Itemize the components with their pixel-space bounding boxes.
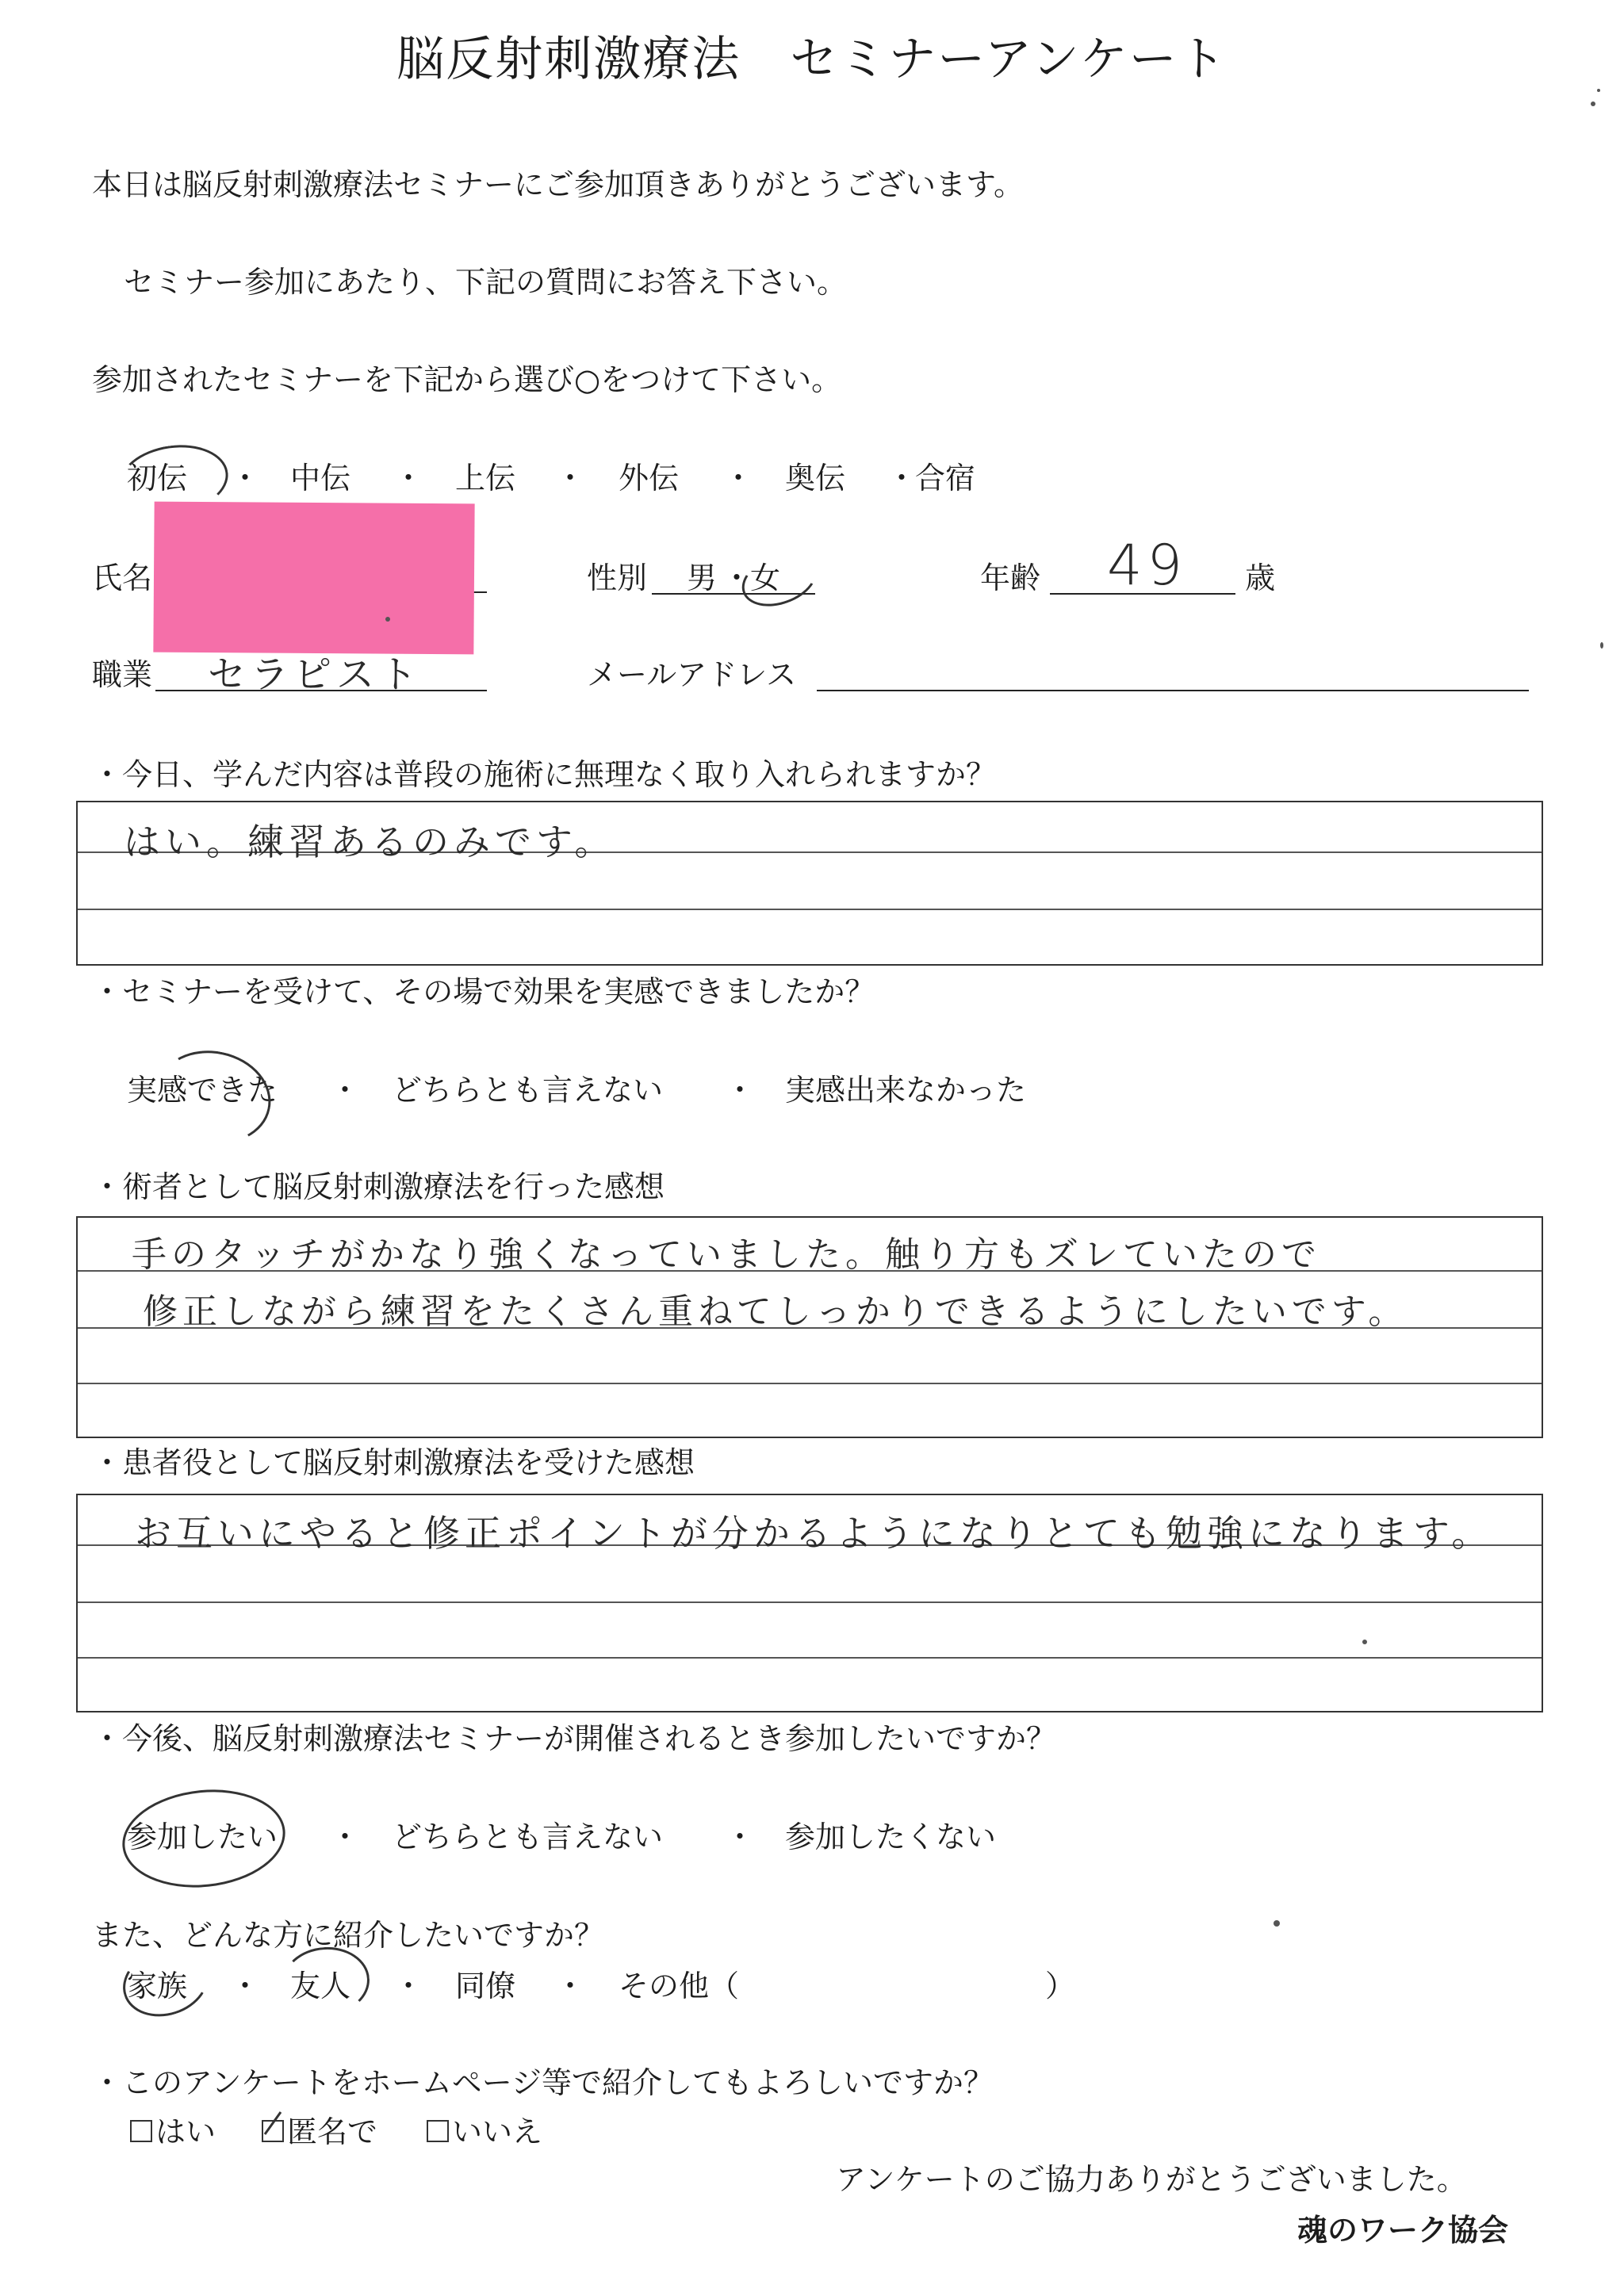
check-mark-icon — [262, 2110, 285, 2137]
seminar-separator: ・ — [887, 461, 917, 496]
answer-rule — [78, 1601, 1542, 1603]
option-separator: ・ — [393, 1969, 424, 2003]
answer-1-line-1: はい。練習あるのみです。 — [124, 821, 616, 863]
seminar-option-shoden[interactable]: 初伝 — [127, 461, 188, 496]
option-separator: ・ — [555, 1969, 586, 2003]
answer-rule — [78, 1657, 1542, 1659]
question-5: ・今後、脳反射刺激療法セミナーが開催されるとき参加したいですか？ — [92, 1721, 1057, 1756]
checkbox-no[interactable] — [427, 2120, 449, 2142]
question-6: また、どんな方に紹介したいですか？ — [92, 1918, 605, 1953]
refer-option-other[interactable]: その他（ — [619, 1969, 740, 2003]
question-4: ・患者役として脳反射刺激療法を受けた感想 — [92, 1445, 695, 1480]
name-label: 氏名 — [92, 561, 153, 595]
age-label: 年齢 — [980, 561, 1041, 595]
gender-label: 性別 — [587, 561, 648, 595]
age-field-underline — [1050, 593, 1235, 595]
consent-option-anonymous: 匿名で — [287, 2114, 378, 2149]
seminar-option-joden[interactable]: 上伝 — [455, 461, 516, 496]
email-label: メールアドレス — [587, 657, 797, 692]
intro-line-3: 参加されたセミナーを下記から選び○をつけて下さい。 — [92, 362, 842, 397]
seminar-option-chuden[interactable]: 中伝 — [290, 461, 351, 496]
scan-speck — [1600, 642, 1603, 649]
scan-speck — [1597, 89, 1600, 92]
question-2: ・セミナーを受けて、その場で効果を実感できましたか？ — [92, 974, 875, 1009]
answer-rule — [78, 1383, 1542, 1384]
seminar-separator: ・ — [555, 461, 586, 496]
attend-option-no[interactable]: 参加したくない — [785, 1820, 997, 1854]
age-unit: 歳 — [1245, 561, 1276, 595]
email-field-underline[interactable] — [817, 690, 1529, 691]
selection-circle-mark — [280, 1944, 372, 2018]
refer-option-colleague[interactable]: 同僚 — [455, 1969, 516, 2003]
seminar-separator: ・ — [393, 461, 424, 496]
option-separator: ・ — [230, 1969, 261, 2003]
gender-option-female[interactable]: 女 — [750, 561, 781, 595]
answer-3-line-2: 修正しながら練習をたくさん重ねてしっかりできるようにしたいです。 — [143, 1292, 1408, 1332]
gender-option-male[interactable]: 男 — [687, 561, 718, 595]
scan-speck — [1274, 1920, 1280, 1927]
organization-name: 魂のワーク協会 — [1297, 2213, 1509, 2248]
form-title: 脳反射刺激療法 セミナーアンケート — [396, 32, 1228, 87]
attend-option-yes[interactable]: 参加したい — [127, 1820, 278, 1854]
option-separator: ・ — [725, 1073, 756, 1108]
answer-4-line-1: お互いにやると修正ポイントが分かるようになりとても勉強になります。 — [135, 1512, 1493, 1555]
selection-circle-mark — [117, 1782, 290, 1896]
checkbox-anonymous[interactable] — [262, 2120, 284, 2142]
scan-speck — [1362, 1640, 1367, 1644]
answer-rule — [78, 909, 1542, 910]
occupation-label: 職業 — [92, 657, 153, 692]
consent-option-no: いいえ — [452, 2114, 543, 2149]
attend-option-neutral[interactable]: どちらとも言えない — [392, 1820, 664, 1854]
consent-option-yes: はい — [155, 2114, 216, 2149]
selection-circle-mark — [734, 543, 824, 616]
question-7: ・このアンケートをホームページ等で紹介してもよろしいですか？ — [92, 2065, 994, 2100]
gender-separator: ・ — [722, 561, 753, 595]
seminar-option-okuden[interactable]: 奥伝 — [785, 461, 846, 496]
occupation-field-underline — [155, 690, 487, 691]
effect-option-not-felt[interactable]: 実感出来なかった — [785, 1073, 1027, 1108]
scan-speck — [1591, 101, 1595, 106]
scan-speck — [385, 617, 390, 622]
occupation-value[interactable]: セラピスト — [208, 652, 423, 697]
intro-line-1: 本日は脳反射刺激療法セミナーにご参加頂きありがとうございます。 — [92, 167, 1024, 202]
seminar-separator: ・ — [723, 461, 754, 496]
seminar-separator: ・ — [230, 461, 261, 496]
option-separator: ・ — [330, 1073, 361, 1108]
selection-circle-mark — [147, 1040, 280, 1154]
effect-option-neutral[interactable]: どちらとも言えない — [392, 1073, 664, 1108]
seminar-option-gaiden[interactable]: 外伝 — [619, 461, 680, 496]
closing-thanks: アンケートのご協力ありがとうございました。 — [836, 2162, 1467, 2197]
option-separator: ・ — [725, 1820, 756, 1854]
other-field[interactable] — [761, 2001, 1039, 2003]
intro-line-2: セミナー参加にあたり、下記の質問にお答え下さい。 — [124, 265, 848, 300]
refer-option-family[interactable]: 家族 — [127, 1969, 188, 2003]
refer-option-friend[interactable]: 友人 — [290, 1969, 351, 2003]
age-value[interactable]: 49 — [1107, 533, 1188, 598]
other-close-paren: ） — [1045, 1969, 1076, 2003]
checkbox-yes[interactable] — [130, 2120, 152, 2142]
question-3: ・術者として脳反射刺激療法を行った感想 — [92, 1169, 665, 1204]
answer-3-line-1: 手のタッチがかなり強くなっていました。触り方もズレていたので — [132, 1234, 1321, 1275]
seminar-option-gasshuku[interactable]: 合宿 — [915, 461, 976, 496]
question-1: ・今日、学んだ内容は普段の施術に無理なく取り入れられますか？ — [92, 757, 997, 792]
option-separator: ・ — [330, 1820, 361, 1854]
effect-option-felt[interactable]: 実感できた — [127, 1073, 278, 1108]
redaction-sticky-note — [153, 502, 474, 655]
